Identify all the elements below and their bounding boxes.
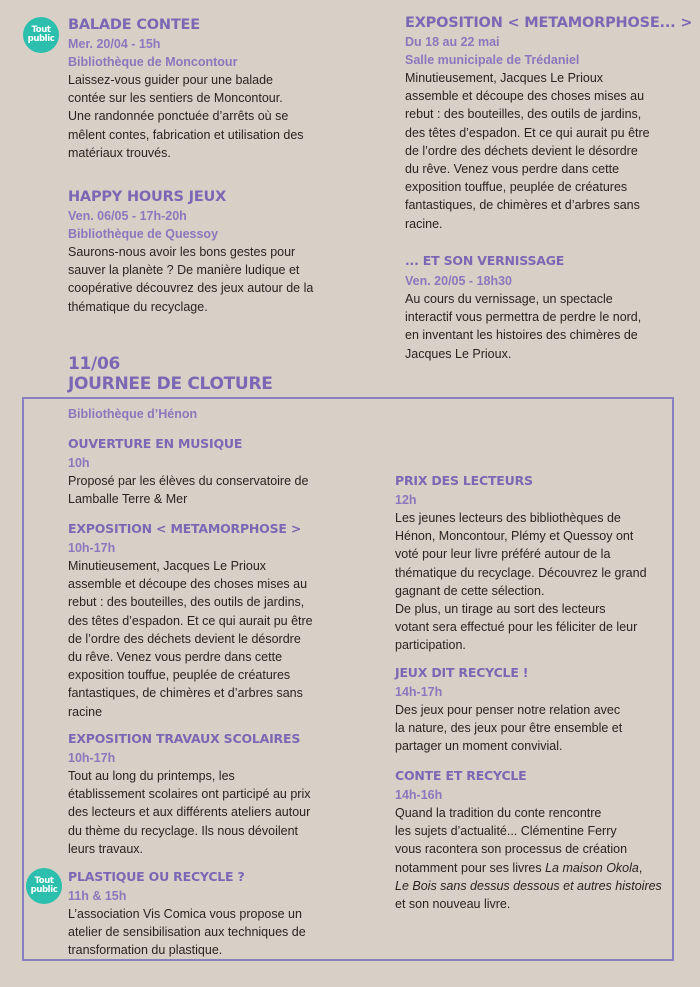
event-description: Les jeunes lecteurs des bibliothèques de Hénon, Moncontour, Plémy et Quessoy ont voté pour leur livre préféré autour de la thématique du recyclage. Découvrez le grand gagnant de cette sélection. De plus, un tirage au sort des lecteurs votant sera effectué pour les féliciter de leur participation. <box>395 511 647 653</box>
event-description: Minutieusement, Jacques Le Prioux assemble et découpe des choses mises au rebut : des bouteilles, des outils de jardins, des têtes d’espadon. Et ce qui aurait pu être de l’ordre des déchets devient le désordre du rêve. Venez vous perdre dans cette exposition touffue, peuplée de créatures fantastiques, de chimères et d’arbres sans racine. <box>405 71 650 231</box>
event-time: 14h-17h <box>395 685 443 699</box>
event-description: Tout au long du printemps, les établissement scolaires ont participé au prix des lecteurs et aux différents ateliers autour du thème du recyclage. Ils nous dévoilent leurs travaux. <box>68 769 311 856</box>
event-time: 14h-16h <box>395 788 443 802</box>
event-title: CONTE ET RECYCLE <box>395 768 527 783</box>
event-travaux-scolaires <box>68 731 358 858</box>
event-description: Proposé par les élèves du conservatoire de Lamballe Terre & Mer <box>68 474 309 507</box>
event-date: Ven. 06/05 - 17h-20h <box>68 209 187 223</box>
event-description: Au cours du vernissage, un spectacle interactif vous permettra de perdre le nord, en inventant les histoires des chimères de Jacques Le Prioux. <box>405 292 642 361</box>
event-prix-lecteurs <box>395 473 680 655</box>
event-date: Ven. 20/05 - 18h30 <box>405 274 513 288</box>
event-description: Des jeux pour penser notre relation avec la nature, des jeux pour être ensemble et partager un moment convivial. <box>395 703 623 754</box>
event-description: Saurons-nous avoir les bons gestes pour sauver la planète ? De manière ludique et coopérative découvrez des jeux autour de la thématique du recyclage. <box>68 245 314 314</box>
event-time: 10h <box>68 456 90 470</box>
book-title-bois: Le Bois sans dessus dessous et autres histoires <box>395 878 662 893</box>
event-title: EXPOSITION TRAVAUX SCOLAIRES <box>68 731 301 746</box>
event-balade-contee <box>68 16 353 162</box>
event-time: 11h & 15h <box>68 889 127 903</box>
event-time: 10h-17h <box>68 541 116 555</box>
event-conte-recycle <box>395 768 685 913</box>
event-title: OUVERTURE EN MUSIQUE <box>68 436 243 451</box>
event-vernissage <box>405 253 695 363</box>
event-title: ... ET SON VERNISSAGE <box>405 253 565 268</box>
event-title: BALADE CONTEE <box>68 17 200 33</box>
event-description: L’association Vis Comica vous propose un atelier de sensibilisation aux techniques de transformation du plastique. <box>68 907 306 958</box>
event-description: Quand la tradition du conte rencontre les sujets d’actualité... Clémentine Ferry vous racontera son processus de création notamment pour ses livres La maison Okola, Le Bois sans dessus dessous et autres histoires et son nouveau livre. <box>395 804 685 913</box>
closing-place: Bibliothèque d’Hénon <box>68 407 198 421</box>
event-title: EXPOSITION < METAMORPHOSE... > <box>405 15 693 31</box>
event-place: Bibliothèque de Quessoy <box>68 227 219 241</box>
event-ouverture-musique <box>68 436 358 508</box>
tout-public-badge <box>26 868 62 904</box>
book-title-okola: La maison Okola <box>545 860 639 875</box>
closing-date: 11/06 <box>68 354 121 374</box>
badge-line2: public <box>30 885 58 895</box>
event-place: Bibliothèque de Moncontour <box>68 55 238 69</box>
event-title: PRIX DES LECTEURS <box>395 473 533 488</box>
event-time: 10h-17h <box>68 751 116 765</box>
badge-line1: Tout <box>31 25 51 35</box>
event-title: JEUX DIT RECYCLE ! <box>395 665 529 680</box>
event-happy-hours-jeux <box>68 188 353 316</box>
event-title: EXPOSITION < METAMORPHOSE > <box>68 521 302 536</box>
event-title: HAPPY HOURS JEUX <box>68 189 227 205</box>
event-description: Laissez-vous guider pour une balade contée sur les sentiers de Moncontour. Une randonnée ponctuée d’arrêts où se mêlent contes, fabrication et utilisation des matériaux trouvés. <box>68 73 304 160</box>
closing-title: JOURNEE DE CLOTURE <box>68 374 273 394</box>
tout-public-badge <box>23 17 59 53</box>
event-date: Mer. 20/04 - 15h <box>68 37 161 51</box>
event-jeux-dit-recycle <box>395 665 680 756</box>
event-title: PLASTIQUE OU RECYCLE ? <box>68 869 245 884</box>
event-description: Minutieusement, Jacques Le Prioux assemble et découpe des choses mises au rebut : des bouteilles, des outils de jardins, des têtes d’espadon. Et ce qui aurait pu être de l’ordre des déchets devient le désordre du rêve. Venez vous perdre dans cette exposition touffue, peuplée de créatures fantastiques, de chimères et d’arbres sans racine <box>68 559 313 719</box>
event-exposition-metamorphose <box>405 14 695 233</box>
event-time: 12h <box>395 493 417 507</box>
event-place: Salle municipale de Trédaniel <box>405 53 580 67</box>
badge-line1: Tout <box>34 876 54 886</box>
event-plastique-recycle <box>68 869 358 960</box>
badge-line2: public <box>27 34 55 44</box>
event-date: Du 18 au 22 mai <box>405 35 500 49</box>
event-exposition-metamorphose-closing <box>68 521 358 721</box>
